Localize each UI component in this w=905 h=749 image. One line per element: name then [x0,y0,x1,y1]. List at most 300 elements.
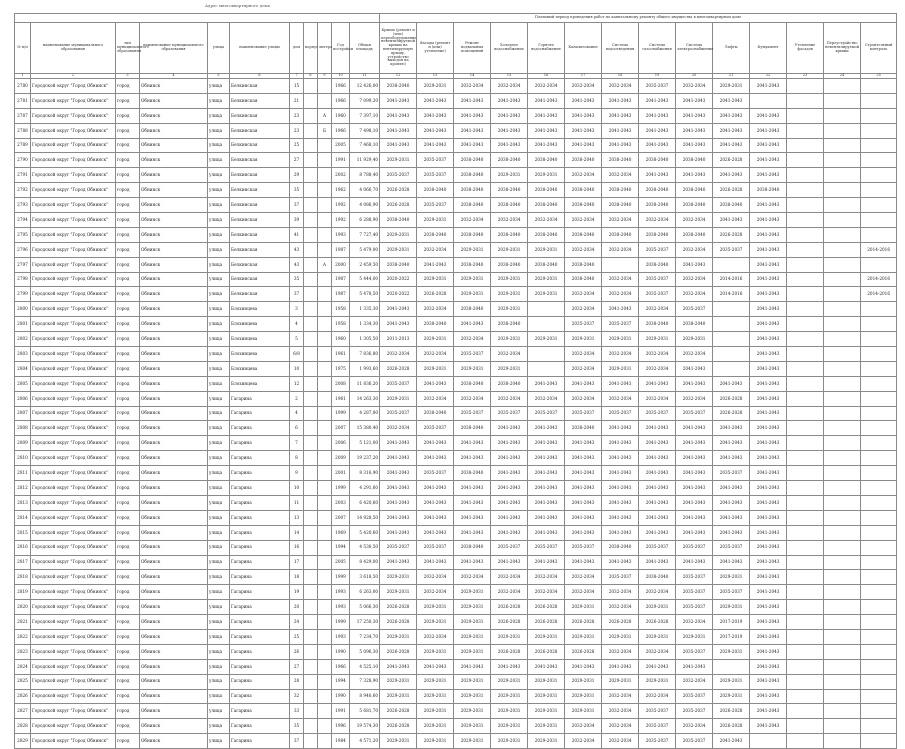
cell-year: 1958 [332,317,350,332]
cell-corp [304,540,318,555]
table-row [15,674,897,689]
cell-name: Обнинск [140,495,208,510]
cell-year: 1993 [332,585,350,600]
cell-gas: 2032-2034 [639,347,676,362]
cell-lift: 2035-2037 [713,466,750,481]
cell-insul [787,108,824,123]
cell-insul [787,719,824,734]
cell-hot: 2038-2040 [528,153,565,168]
cell-facade: 2035-2037 [417,198,454,213]
cell-corp [304,719,318,734]
cell-area: 4 525,10 [350,659,380,674]
cell-drain: 2041-2043 [602,555,639,570]
cell-hot: 2029-2031 [528,242,565,257]
cell-control [861,555,897,570]
cell-sewer: 2032-2034 [565,168,602,183]
cell-reroof [824,242,861,257]
cell-year: 1999 [332,481,350,496]
cell-cold: 2041-2043 [491,555,528,570]
cell-n: 2795 [15,227,31,242]
table-row [15,272,897,287]
cell-type: город [116,227,140,242]
cell-year: 1999 [332,406,350,421]
cell-drain: 2041-2043 [602,451,639,466]
cell-name: Обнинск [140,406,208,421]
cell-corp [304,168,318,183]
cell-year: 1987 [332,242,350,257]
cell-mo: Городской округ "Город Обнинск" [31,436,116,451]
cell-gas: 2032-2034 [639,689,676,704]
cell-cold: 2041-2043 [491,93,528,108]
cell-gas: 2038-2040 [639,153,676,168]
cell-street_type: улица [208,257,230,272]
cell-control [861,600,897,615]
cell-control [861,570,897,585]
cell-n: 2815 [15,525,31,540]
cell-basement: 2038-2040 [454,227,491,242]
cell-area: 6 288,90 [350,213,380,228]
cell-type: город [116,629,140,644]
cell-gas: 2041-2043 [639,168,676,183]
cell-roof: 2041-2043 [380,108,417,123]
cell-lift: 2026-2028 [713,704,750,719]
cell-control [861,123,897,138]
cell-mo: Городской округ "Город Обнинск" [31,495,116,510]
cell-cold: 2038-2040 [491,257,528,272]
cell-n: 2820 [15,600,31,615]
cell-name: Обнинск [140,466,208,481]
cell-n: 2794 [15,213,31,228]
column-header: наименование улицы [230,23,290,74]
cell-drain: 2032-2034 [602,600,639,615]
table-row [15,555,897,570]
cell-n: 2822 [15,629,31,644]
cell-year: 1966 [332,123,350,138]
cell-reroof [824,153,861,168]
cell-facade: 2032-2034 [417,302,454,317]
cell-found: 2041-2043 [750,257,787,272]
cell-reroof [824,108,861,123]
cell-mo: Городской округ "Город Обнинск" [31,644,116,659]
cell-reroof [824,674,861,689]
cell-lit: А [318,257,332,272]
cell-facade: 2029-2031 [417,689,454,704]
cell-insul [787,123,824,138]
cell-found: 2041-2043 [750,436,787,451]
cell-sewer: 2035-2037 [565,406,602,421]
table-row [15,421,897,436]
cell-roof: 2041-2043 [380,317,417,332]
cell-drain: 2026-2028 [602,615,639,630]
cell-cold: 2029-2031 [491,719,528,734]
cell-found: 2041-2043 [750,406,787,421]
cell-street: Блохинцева [230,332,290,347]
cell-mo: Городской округ "Город Обнинск" [31,317,116,332]
cell-street: Белкинская [230,168,290,183]
column-header: тип муниципального образования [116,23,140,74]
cell-facade: 2041-2043 [417,123,454,138]
cell-lift: 2029-2031 [713,600,750,615]
cell-street: Блохинцева [230,376,290,391]
table-row [15,704,897,719]
cell-lit [318,227,332,242]
cell-reroof [824,555,861,570]
cell-reroof [824,376,861,391]
column-number: 24 [824,74,861,79]
cell-sewer: 2038-2040 [565,198,602,213]
column-header: Лифты [713,23,750,74]
cell-cold: 2032-2034 [491,391,528,406]
cell-n: 2810 [15,451,31,466]
cell-n: 2796 [15,242,31,257]
cell-street_type: улица [208,376,230,391]
cell-insul [787,644,824,659]
cell-gas: 2041-2043 [639,376,676,391]
cell-mo: Городской округ "Город Обнинск" [31,257,116,272]
cell-corp [304,555,318,570]
column-header: наименование муниципального образования [140,23,208,74]
column-number: 25 [861,74,897,79]
cell-hot: 2038-2040 [528,257,565,272]
cell-house: 27 [290,153,304,168]
cell-street_type: улица [208,183,230,198]
cell-type: город [116,704,140,719]
cell-insul [787,436,824,451]
cell-year: 1962 [332,183,350,198]
cell-sewer: 2032-2034 [565,347,602,362]
cell-name: Обнинск [140,287,208,302]
cell-found [750,734,787,749]
cell-found: 2041-2043 [750,79,787,94]
cell-reroof [824,302,861,317]
cell-reroof [824,272,861,287]
cell-house: 35 [290,183,304,198]
column-header: наименование муниципального образования [31,23,116,74]
cell-corp [304,629,318,644]
cell-corp [304,183,318,198]
cell-lift: 2038-2040 [713,198,750,213]
cell-electro: 2032-2034 [676,287,713,302]
cell-basement: 2041-2043 [454,481,491,496]
cell-sewer: 2029-2031 [565,674,602,689]
cell-electro: 2041-2043 [676,93,713,108]
cell-insul [787,361,824,376]
cell-reroof [824,704,861,719]
cell-electro: 2041-2043 [676,466,713,481]
cell-found: 2041-2043 [750,332,787,347]
cell-basement: 2041-2043 [454,495,491,510]
cell-roof: 2029-2031 [380,570,417,585]
cell-street_type: улица [208,213,230,228]
cell-sewer: 2038-2040 [565,272,602,287]
cell-house: 10 [290,481,304,496]
cell-name: Обнинск [140,585,208,600]
cell-basement: 2035-2037 [454,406,491,421]
cell-sewer: 2041-2043 [565,659,602,674]
cell-year: 2007 [332,421,350,436]
cell-control [861,421,897,436]
cell-street: Белкинская [230,227,290,242]
column-header: Ремонт подвальных помещений [454,23,491,74]
cell-roof: 2029-2031 [380,689,417,704]
column-number: 11 [350,74,380,79]
cell-n: 2825 [15,674,31,689]
cell-cold: 2041-2043 [491,436,528,451]
cell-street_type: улица [208,302,230,317]
cell-street_type: улица [208,138,230,153]
cell-facade: 2041-2043 [417,525,454,540]
cell-cold: 2029-2031 [491,629,528,644]
cell-cold: 2029-2031 [491,734,528,749]
table-row [15,257,897,272]
cell-name: Обнинск [140,600,208,615]
column-number: 7 [290,74,304,79]
cell-street_type: улица [208,272,230,287]
cell-mo: Городской округ "Город Обнинск" [31,361,116,376]
cell-mo: Городской округ "Город Обнинск" [31,108,116,123]
cell-street_type: улица [208,421,230,436]
cell-cold: 2041-2043 [491,466,528,481]
cell-corp [304,510,318,525]
cell-reroof [824,629,861,644]
cell-sewer: 2038-2040 [565,183,602,198]
cell-cold: 2026-2028 [491,644,528,659]
cell-gas: 2035-2037 [639,79,676,94]
cell-name: Обнинск [140,302,208,317]
cell-electro: 2041-2043 [676,659,713,674]
cell-house: 15 [290,79,304,94]
cell-name: Обнинск [140,540,208,555]
column-header: № п/п [15,23,31,74]
cell-cold: 2038-2040 [491,376,528,391]
cell-basement: 2041-2043 [454,123,491,138]
column-header: Год постройки [332,23,350,74]
cell-cold: 2041-2043 [491,495,528,510]
cell-sewer: 2032-2034 [565,242,602,257]
cell-type: город [116,540,140,555]
cell-street: Белкинская [230,183,290,198]
cell-mo: Городской округ "Город Обнинск" [31,466,116,481]
cell-type: город [116,481,140,496]
cell-n: 2829 [15,734,31,749]
cell-drain: 2041-2043 [602,481,639,496]
cell-cold: 2035-2037 [491,540,528,555]
cell-hot: 2041-2043 [528,436,565,451]
cell-corp [304,689,318,704]
cell-lift: 2029-2031 [713,644,750,659]
cell-sewer: 2029-2031 [565,600,602,615]
cell-name: Обнинск [140,644,208,659]
cell-gas: 2041-2043 [639,93,676,108]
cell-lift: 2014-2016 [713,272,750,287]
cell-hot: 2032-2034 [528,79,565,94]
cell-control [861,376,897,391]
cell-reroof [824,227,861,242]
cell-n: 2811 [15,466,31,481]
column-number: 18 [602,74,639,79]
cell-name: Обнинск [140,376,208,391]
cell-gas: 2041-2043 [639,495,676,510]
cell-house: 32 [290,689,304,704]
cell-gas: 2038-2040 [639,198,676,213]
cell-cold: 2029-2031 [491,674,528,689]
cell-street: Блохинцева [230,361,290,376]
cell-insul [787,213,824,228]
table-row [15,227,897,242]
cell-found: 2041-2043 [750,510,787,525]
cell-corp [304,391,318,406]
table-row [15,481,897,496]
cell-street: Гагарина [230,719,290,734]
cell-insul [787,257,824,272]
cell-street_type: улица [208,406,230,421]
cell-reroof [824,347,861,362]
cell-electro: 2032-2034 [676,213,713,228]
cell-year: 1990 [332,644,350,659]
cell-name: Обнинск [140,361,208,376]
cell-hot [528,317,565,332]
cell-lift: 2029-2031 [713,674,750,689]
table-row [15,570,897,585]
cell-roof: 2041-2043 [380,138,417,153]
cell-year: 1984 [332,734,350,749]
cell-area: 17 250,30 [350,615,380,630]
cell-lit [318,481,332,496]
cell-facade: 2035-2037 [417,168,454,183]
cell-street_type: улица [208,495,230,510]
cell-electro: 2041-2043 [676,376,713,391]
cell-hot [528,361,565,376]
cell-street: Белкинская [230,287,290,302]
cell-sewer: 2041-2043 [565,466,602,481]
cell-year: 2000 [332,257,350,272]
cell-insul [787,183,824,198]
cell-type: город [116,183,140,198]
cell-reroof [824,123,861,138]
cell-name: Обнинск [140,198,208,213]
cell-facade: 2032-2034 [417,391,454,406]
cell-electro: 2029-2031 [676,629,713,644]
cell-drain: 2032-2034 [602,704,639,719]
cell-insul [787,510,824,525]
cell-gas: 2032-2034 [639,302,676,317]
cell-hot: 2035-2037 [528,406,565,421]
cell-drain: 2041-2043 [602,108,639,123]
cell-cold: 2035-2037 [491,406,528,421]
cell-year: 1992 [332,213,350,228]
cell-roof: 2038-2040 [380,213,417,228]
cell-found: 2041-2043 [750,213,787,228]
cell-lit [318,555,332,570]
cell-hot: 2041-2043 [528,510,565,525]
cell-hot: 2029-2031 [528,689,565,704]
cell-insul [787,451,824,466]
cell-reroof [824,287,861,302]
cell-gas: 2041-2043 [639,123,676,138]
cell-lift: 2035-2037 [713,585,750,600]
cell-cold: 2041-2043 [491,138,528,153]
cell-drain: 2032-2034 [602,734,639,749]
column-number: 1 [15,74,31,79]
cell-corp [304,317,318,332]
cell-lit [318,213,332,228]
cell-electro: 2032-2034 [676,674,713,689]
cell-drain: 2041-2043 [602,466,639,481]
cell-found: 2041-2043 [750,704,787,719]
cell-facade: 2029-2031 [417,644,454,659]
cell-hot: 2029-2031 [528,674,565,689]
cell-area: 8 429,00 [350,555,380,570]
cell-n: 2806 [15,391,31,406]
cell-mo: Городской округ "Город Обнинск" [31,302,116,317]
cell-gas: 2041-2043 [639,481,676,496]
cell-electro: 2038-2040 [676,198,713,213]
cell-drain: 2041-2043 [602,302,639,317]
cell-mo: Городской округ "Город Обнинск" [31,659,116,674]
cell-street_type: улица [208,615,230,630]
cell-street_type: улица [208,198,230,213]
cell-name: Обнинск [140,79,208,94]
cell-house: 35 [290,272,304,287]
cell-type: город [116,436,140,451]
cell-house: 17 [290,555,304,570]
cell-facade: 2029-2031 [417,272,454,287]
cell-lit [318,510,332,525]
cell-street: Гагарина [230,525,290,540]
cell-type: город [116,525,140,540]
cell-lift [713,317,750,332]
cell-hot: 2041-2043 [528,525,565,540]
cell-type: город [116,272,140,287]
cell-house: 4 [290,406,304,421]
cell-hot: 2026-2028 [528,644,565,659]
cell-roof: 2035-2037 [380,376,417,391]
cell-cold: 2029-2031 [491,242,528,257]
cell-insul [787,287,824,302]
table-row [15,540,897,555]
cell-lift: 2017-2019 [713,615,750,630]
cell-street: Гагарина [230,600,290,615]
cell-hot: 2029-2031 [528,332,565,347]
cell-street_type: улица [208,629,230,644]
cell-area: 5 444,00 [350,272,380,287]
cell-basement: 2029-2031 [454,615,491,630]
cell-roof: 2041-2043 [380,123,417,138]
cell-year: 1969 [332,525,350,540]
column-header: Система водоотведения [602,23,639,74]
cell-type: город [116,600,140,615]
cell-electro: 2032-2034 [676,272,713,287]
column-header: Строительный контроль [861,23,897,74]
cell-electro: 2041-2043 [676,168,713,183]
cell-insul [787,615,824,630]
cell-n: 2780 [15,79,31,94]
table-row [15,361,897,376]
cell-street: Гагарина [230,466,290,481]
cell-n: 2803 [15,347,31,362]
cell-electro: 2041-2043 [676,525,713,540]
cell-year: 1999 [332,570,350,585]
cell-gas: 2041-2043 [639,659,676,674]
cell-house: 3 [290,302,304,317]
cell-cold: 2041-2043 [491,451,528,466]
cell-gas: 2032-2034 [639,213,676,228]
cell-basement: 2038-2040 [454,421,491,436]
cell-name: Обнинск [140,510,208,525]
cell-electro: 2041-2043 [676,510,713,525]
cell-sewer: 2041-2043 [565,510,602,525]
cell-street_type: улица [208,391,230,406]
